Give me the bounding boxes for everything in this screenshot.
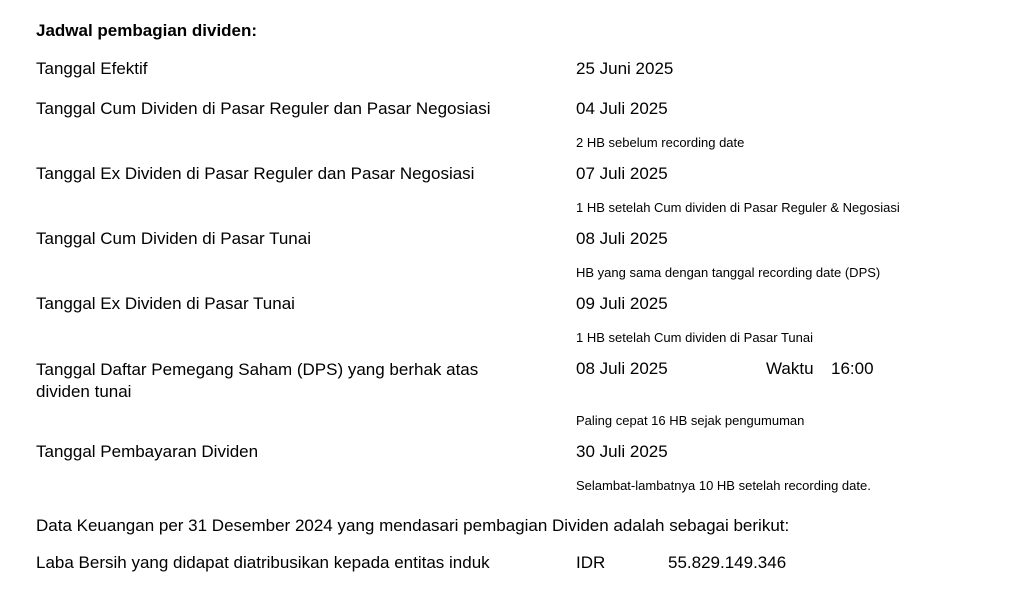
schedule-label-payment-date: Tanggal Pembayaran Dividen xyxy=(36,442,259,461)
schedule-label-recording-date: Tanggal Daftar Pemegang Saham (DPS) yang berhak atas dividen tunai xyxy=(36,360,479,401)
net-income-amount: 55.829.149.346 xyxy=(668,553,787,572)
schedule-date-effective-date: 25 Juni 2025 xyxy=(576,59,674,78)
schedule-time-value: 16:00 xyxy=(831,359,874,378)
schedule-label-effective-date: Tanggal Efektif xyxy=(36,59,148,78)
schedule-time-label: Waktu xyxy=(766,359,814,378)
schedule-date-recording-date: 08 Juli 2025 xyxy=(576,359,668,378)
schedule-date-payment-date: 30 Juli 2025 xyxy=(576,442,668,461)
schedule-date-ex-cash: 09 Juli 2025 xyxy=(576,294,668,313)
schedule-note-ex-cash: 1 HB setelah Cum dividen di Pasar Tunai xyxy=(576,330,814,345)
schedule-date-cum-cash: 08 Juli 2025 xyxy=(576,229,668,248)
schedule-note-payment-date: Selambat-lambatnya 10 HB setelah recording date. xyxy=(576,478,871,493)
schedule-date-ex-regular: 07 Juli 2025 xyxy=(576,164,668,183)
net-income-currency: IDR xyxy=(576,553,606,572)
schedule-note-ex-regular: 1 HB setelah Cum dividen di Pasar Reguler & Negosiasi xyxy=(576,200,900,215)
schedule-label-cum-regular: Tanggal Cum Dividen di Pasar Reguler dan Pasar Negosiasi xyxy=(36,99,491,118)
schedule-note-cum-cash: HB yang sama dengan tanggal recording date (DPS) xyxy=(576,265,881,280)
schedule-note-recording-date: Paling cepat 16 HB sejak pengumuman xyxy=(576,413,805,428)
schedule-label-cum-cash: Tanggal Cum Dividen di Pasar Tunai xyxy=(36,229,311,248)
financial-intro: Data Keuangan per 31 Desember 2024 yang mendasari pembagian Dividen adalah sebagai berikut: xyxy=(36,516,790,535)
schedule-label-ex-cash: Tanggal Ex Dividen di Pasar Tunai xyxy=(36,294,295,313)
schedule-label-ex-regular: Tanggal Ex Dividen di Pasar Reguler dan Pasar Negosiasi xyxy=(36,164,475,183)
schedule-date-cum-regular: 04 Juli 2025 xyxy=(576,99,668,118)
net-income-label: Laba Bersih yang didapat diatribusikan kepada entitas induk xyxy=(36,553,490,572)
schedule-note-cum-regular: 2 HB sebelum recording date xyxy=(576,135,745,150)
schedule-title: Jadwal pembagian dividen: xyxy=(36,21,258,40)
